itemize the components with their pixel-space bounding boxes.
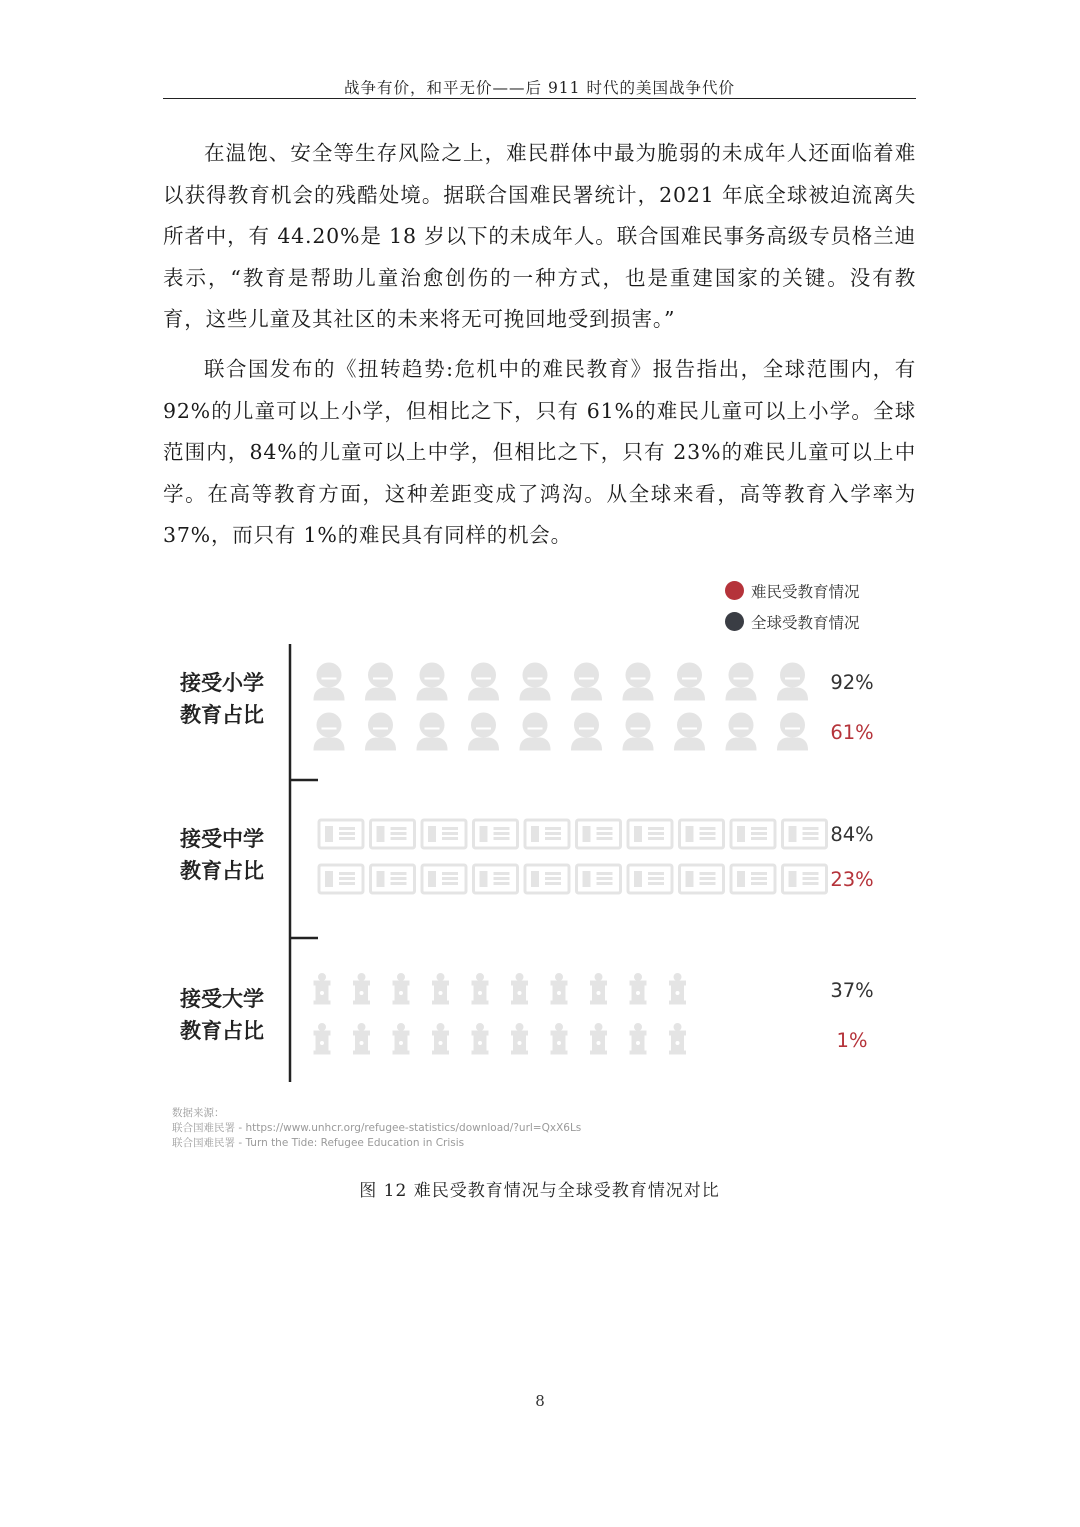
data-source	[172, 1106, 581, 1151]
podium-icon-refugee	[512, 1024, 528, 1055]
source-line-1: 数据来源：	[172, 1107, 225, 1119]
podium-icon-refugee	[433, 1024, 449, 1055]
id-card-icon-refugee	[371, 865, 415, 893]
id-card-icon-global	[319, 820, 363, 848]
percent-label-global: 92%	[830, 671, 874, 694]
podium-icon-global	[551, 974, 567, 1005]
legend-swatch-global	[725, 612, 744, 631]
person-icon-refugee	[572, 713, 602, 750]
id-card-icon-global	[577, 820, 621, 848]
person-icon-refugee	[726, 713, 756, 750]
percent-label-global: 84%	[830, 823, 874, 846]
id-card-icon-refugee	[680, 865, 724, 893]
id-card-icon-global	[628, 820, 672, 848]
id-card-icon-global	[371, 820, 415, 848]
person-icon-global	[417, 663, 447, 700]
page-header: 战争有价，和平无价——后 911 时代的美国战争代价	[344, 79, 735, 97]
podium-icon-global	[630, 974, 646, 1005]
id-card-icon-global	[783, 820, 827, 848]
paragraph-1	[163, 133, 916, 341]
podium-icon-refugee	[551, 1024, 567, 1055]
podium-icon-global	[591, 974, 607, 1005]
group-label: 教育占比	[180, 703, 264, 727]
person-icon-global	[726, 663, 756, 700]
person-icon-global	[778, 663, 808, 700]
person-icon-refugee	[623, 713, 653, 750]
person-icon-global	[675, 663, 705, 700]
podium-icon-global	[393, 974, 409, 1005]
podium-icon-global	[314, 974, 330, 1005]
id-card-icon-refugee	[731, 865, 775, 893]
person-icon-refugee	[366, 713, 396, 750]
id-card-icon-refugee	[319, 865, 363, 893]
podium-icon-refugee	[472, 1024, 488, 1055]
person-icon-refugee	[778, 713, 808, 750]
percent-label-refugee: 23%	[830, 868, 874, 891]
group-label: 接受中学	[180, 827, 264, 851]
id-card-icon-global	[422, 820, 466, 848]
figure-caption: 图 12 难民受教育情况与全球受教育情况对比	[359, 1181, 720, 1201]
podium-icon-global	[670, 974, 686, 1005]
percent-label-refugee: 61%	[830, 721, 874, 744]
id-card-icon-global	[731, 820, 775, 848]
podium-icon-global	[512, 974, 528, 1005]
pictograph-chart	[160, 640, 900, 1090]
id-card-icon-refugee	[525, 865, 569, 893]
percent-label-refugee: 1%	[836, 1029, 868, 1052]
group-label: 教育占比	[180, 859, 264, 883]
podium-icon-global	[472, 974, 488, 1005]
source-line-3: 联合国难民署 - Turn the Tide: Refugee Education in Crisis	[172, 1137, 465, 1149]
legend-item-global	[725, 606, 860, 637]
legend-item-refugee	[725, 575, 860, 606]
id-card-icon-global	[474, 820, 518, 848]
legend-label-global: 全球受教育情况	[751, 613, 860, 632]
person-icon-refugee	[675, 713, 705, 750]
person-icon-global	[572, 663, 602, 700]
group-label: 接受大学	[180, 987, 264, 1011]
person-icon-refugee	[314, 713, 344, 750]
page-number: 8	[535, 1392, 545, 1410]
paragraph-2	[163, 349, 916, 557]
podium-icon-refugee	[393, 1024, 409, 1055]
chart-legend	[725, 575, 860, 637]
person-icon-global	[366, 663, 396, 700]
id-card-icon-refugee	[577, 865, 621, 893]
person-icon-refugee	[520, 713, 550, 750]
podium-icon-refugee	[314, 1024, 330, 1055]
id-card-icon-refugee	[474, 865, 518, 893]
group-label: 教育占比	[180, 1019, 264, 1043]
percent-label-global: 37%	[830, 979, 874, 1002]
person-icon-global	[623, 663, 653, 700]
podium-icon-refugee	[630, 1024, 646, 1055]
person-icon-global	[520, 663, 550, 700]
podium-icon-global	[354, 974, 370, 1005]
person-icon-refugee	[469, 713, 499, 750]
id-card-icon-global	[525, 820, 569, 848]
header-rule	[163, 98, 916, 99]
person-icon-refugee	[417, 713, 447, 750]
podium-icon-global	[433, 974, 449, 1005]
chart-content	[179, 644, 874, 1082]
person-icon-global	[469, 663, 499, 700]
id-card-icon-refugee	[422, 865, 466, 893]
source-line-2: 联合国难民署 - https://www.unhcr.org/refugee-statistics/download/?url=QxX6Ls	[172, 1122, 582, 1134]
id-card-icon-refugee	[783, 865, 827, 893]
paragraph-2-text: 联合国发布的《扭转趋势:危机中的难民教育》报告指出，全球范围内，有 92%的儿童可以上小学，但相比之下，只有 61%的难民儿童可以上小学。全球范围内，84%的儿童可以上中学，但相比之下，只有 23%的难民儿童可以上中学。在高等教育方面，这种差距变成了鸿沟。从全球来看，高等教育入学率为 37%，而只有 1%的难民具有同样的机会。	[163, 357, 916, 547]
podium-icon-refugee	[354, 1024, 370, 1055]
group-label: 接受小学	[180, 671, 264, 695]
podium-icon-refugee	[591, 1024, 607, 1055]
legend-swatch-refugee	[725, 581, 744, 600]
podium-icon-refugee	[670, 1024, 686, 1055]
id-card-icon-global	[680, 820, 724, 848]
legend-label-refugee: 难民受教育情况	[751, 582, 860, 601]
id-card-icon-refugee	[628, 865, 672, 893]
paragraph-1-text: 在温饱、安全等生存风险之上，难民群体中最为脆弱的未成年人还面临着难以获得教育机会的残酷处境。据联合国难民署统计，2021 年底全球被迫流离失所者中，有 44.20%是 18 岁以下的未成年人。联合国难民事务高级专员格兰迪表示，“教育是帮助儿童治愈创伤的一种方式，也是重建国家的关键。没有教育，这些儿童及其社区的未来将无可挽回地受到损害。”	[163, 141, 916, 331]
person-icon-global	[314, 663, 344, 700]
